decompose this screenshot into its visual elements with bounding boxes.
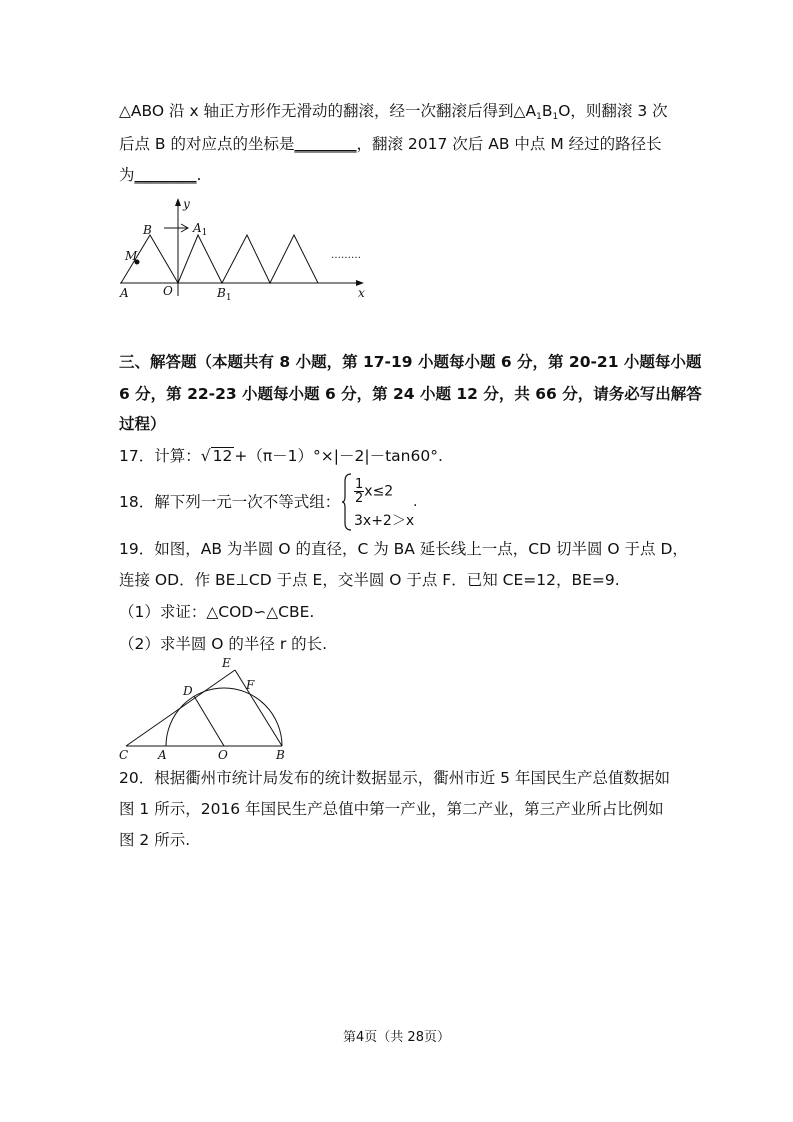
label-B1: $B_1$ <box>217 286 232 303</box>
answer-blank-2: ________ <box>134 166 197 184</box>
q20-line-3: 图 2 所示. <box>119 831 191 849</box>
semicircle-figure <box>112 655 302 765</box>
answer-blank-1: ________ <box>294 135 357 153</box>
q18-prefix: 18．解下列一元一次不等式组： <box>119 493 341 511</box>
rolling-triangle-figure <box>112 196 372 306</box>
q20-line-1: 20．根据衢州市统计局发布的统计数据显示，衢州市近 5 年国民生产总值数据如 <box>119 769 670 787</box>
continuation-dots: ……… <box>331 250 361 261</box>
label-x: x <box>358 286 365 300</box>
q16-line-2: 后点 B 的对应点的坐标是________，翻滚 2017 次后 AB 中点 M 经过的路径长 <box>119 135 662 153</box>
q20-line-2: 图 1 所示，2016 年国民生产总值中第一产业，第二产业，第三产业所占比例如 <box>119 800 664 818</box>
fraction-one-half: $\frac{1}{2}$ <box>355 477 364 506</box>
label-A: A <box>120 286 129 300</box>
label-B: B <box>143 223 152 237</box>
label-F: F <box>246 678 255 692</box>
label-B: B <box>276 748 285 762</box>
label-C: C <box>119 748 129 762</box>
q16-line-3: 为________. <box>119 166 202 184</box>
q18-dot: . <box>413 494 418 510</box>
sqrt-sign: √ <box>200 447 211 465</box>
label-M: M <box>125 249 138 263</box>
system-brace <box>341 473 353 531</box>
page-footer: 第4页（共 28页） <box>343 1030 450 1045</box>
inequality-2: 3x+2＞x <box>354 513 415 529</box>
q17: 17．计算：√ 12 +（π－1）°×|－2|－tan60°. <box>119 447 443 465</box>
section3-line-1: 三、解答题（本题共有 8 小题，第 17-19 小题每小题 6 分，第 20-21 小题每小题 <box>119 353 702 371</box>
q19-part-1: （1）求证：△COD∽△CBE. <box>119 603 315 621</box>
label-O: O <box>163 284 173 298</box>
label-A1: $A_1$ <box>193 221 208 238</box>
q19-part-2: （2）求半圆 O 的半径 r 的长. <box>119 635 328 653</box>
label-D: D <box>183 684 193 698</box>
label-y: y <box>183 197 190 211</box>
section3-line-2: 6 分，第 22-23 小题每小题 6 分，第 24 小题 12 分，共 66 分，请务必写出解答 <box>119 385 702 403</box>
q16-line-1: △ABO 沿 x 轴正方形作无滑动的翻滚，经一次翻滚后得到$\triangle A_1B_1O$，则翻滚 3 次 <box>119 102 668 122</box>
section3-line-3: 过程） <box>119 415 166 433</box>
label-O: O <box>218 748 228 762</box>
label-A: A <box>158 748 167 762</box>
q19-line-1: 19．如图，AB 为半圆 O 的直径，C 为 BA 延长线上一点，CD 切半圆 O 于点 D， <box>119 540 688 558</box>
inequality-1: $\frac{1}{2}$ x≤2 <box>355 477 394 506</box>
sqrt-radicand: 12 <box>212 447 233 465</box>
q19-line-2: 连接 OD．作 BE⊥CD 于点 E，交半圆 O 于点 F．已知 CE=12，BE=9. <box>119 571 620 589</box>
label-E: E <box>222 656 231 670</box>
